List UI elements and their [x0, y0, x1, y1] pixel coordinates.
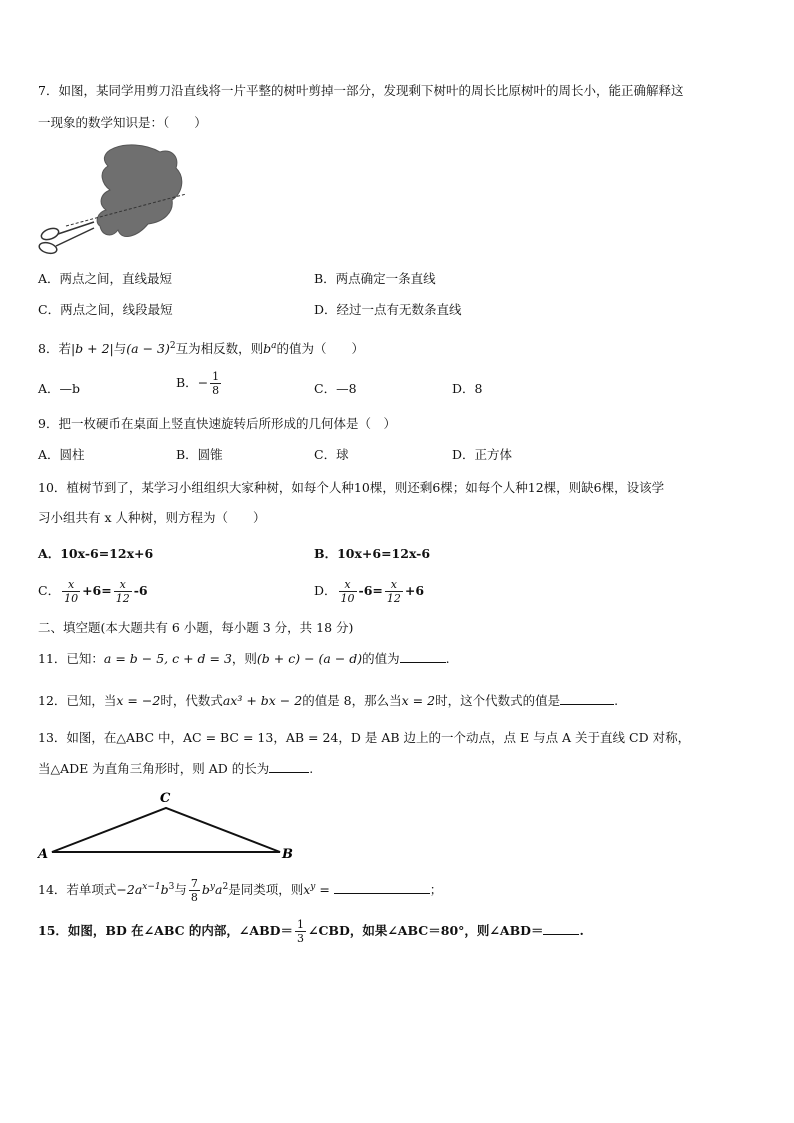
q8-pow-exp: a — [271, 341, 277, 351]
fraction-denominator: 10 — [64, 592, 79, 605]
q10-option-c-frac2 — [114, 578, 132, 605]
q12-end: . — [614, 693, 619, 708]
q10-option-c-tail: -6 — [133, 583, 148, 598]
q7-option-a: A．两点之间，直线最短 — [38, 271, 173, 286]
q10-option-d-label: D． — [314, 583, 337, 598]
q14-answer-blank[interactable] — [334, 881, 430, 894]
vertex-label-b: B — [282, 847, 293, 862]
q14-monomial1-tail: b — [160, 882, 169, 897]
q9-stem: 9．把一枚硬币在桌面上竖直快速旋转后所形成的几何体是（ ） — [38, 416, 396, 431]
q15-pre: 15．如图，BD 在∠ABC 的内部，∠ABD＝ — [38, 923, 293, 938]
q15-answer-blank[interactable] — [543, 922, 579, 935]
q12-stem — [38, 692, 618, 710]
q14-monomial2-tail: a — [215, 882, 223, 897]
q12-post: 时，这个代数式的值是 — [435, 693, 561, 708]
q15-fraction — [295, 918, 306, 945]
q13-line1: 13．如图，在△ABC 中，AC = BC = 13，AB = 24，D 是 AB 边上的一个动点，点 E 与点 A 关于直线 CD 对称， — [38, 730, 691, 745]
fraction-denominator: 3 — [297, 932, 304, 945]
q13-line2 — [38, 760, 313, 778]
q12-pre: 12．已知，当 — [38, 693, 117, 708]
scissors-icon — [38, 222, 94, 255]
q11-answer-blank[interactable] — [400, 650, 446, 663]
q14-post: 是同类项，则 — [228, 882, 304, 897]
q8-option-b-label: B． — [176, 375, 198, 390]
q10-option-a: A．10x-6=12x+6 — [38, 546, 154, 561]
q14-mid: 与 — [174, 882, 187, 897]
triangle-abc-figure — [34, 786, 304, 866]
q10-option-c-frac1 — [62, 578, 80, 605]
leaf-scissors-figure — [36, 138, 196, 258]
q11-expression: (b + c) − (a − d) — [256, 651, 363, 666]
fraction-denominator: 12 — [115, 592, 130, 605]
q11-pre: 11．已知： — [38, 651, 104, 666]
fraction-denominator: 12 — [386, 592, 401, 605]
q14-monomial1: −2a — [116, 882, 143, 897]
q10-option-c-mid: +6= — [82, 583, 112, 598]
q14-monomial1-exp: x−1 — [142, 881, 161, 892]
fraction-denominator: 8 — [212, 384, 220, 397]
fraction-numerator: x — [339, 578, 357, 592]
triangle-abc — [52, 808, 280, 852]
q12-mid2: 的值是 8，那么当 — [302, 693, 402, 708]
q14-monomial1-tail-exp: 3 — [168, 881, 175, 892]
q8-post: 互为相反数，则 — [175, 341, 264, 357]
q14-monomial2-tail-exp: 2 — [222, 881, 229, 892]
fraction-denominator: 10 — [340, 592, 355, 605]
q15-stem — [38, 918, 584, 945]
vertex-label-c: C — [160, 791, 171, 806]
q7-line2: 一现象的数学知识是：（ ） — [38, 115, 207, 130]
fraction-numerator: x — [62, 578, 80, 592]
q14-stem — [38, 877, 442, 904]
q8-option-b-fraction — [210, 370, 221, 397]
q11-mid: ，则 — [231, 651, 257, 666]
fraction-numerator: x — [114, 578, 132, 592]
q14-eq: = — [315, 882, 334, 897]
section-heading-fill-in: 二、填空题(本大题共有 6 小题，每小题 3 分，共 18 分) — [38, 620, 354, 635]
q10-line1: 10．植树节到了，某学习小组组织大家种树，如每个人种10棵，则还剩6棵；如每个人种12棵，则缺6棵，设该学 — [38, 480, 665, 495]
q14-xy: x — [303, 882, 311, 897]
q8-mid: 与 — [113, 341, 127, 357]
q10-line2: 习小组共有 x 人种树，则方程为（ ） — [38, 510, 266, 525]
q7-option-d: D．经过一点有无数条直线 — [314, 302, 462, 317]
q8-pow-base: b — [263, 341, 272, 357]
q14-xy-exp: y — [310, 881, 316, 892]
q9-option-a: A．圆柱 — [38, 447, 85, 462]
q14-pre: 14．若单项式 — [38, 882, 117, 897]
q11-post: 的值为 — [362, 651, 400, 666]
q8-option-a: A．—b — [38, 381, 81, 396]
q10-option-d-frac1 — [339, 578, 357, 605]
q12-condition2: x = 2 — [401, 693, 436, 708]
q8-square: (a − 3) — [126, 341, 170, 357]
q7-line1: 7．如图，某同学用剪刀沿直线将一片平整的树叶剪掉一部分，发现剩下树叶的周长比原树叶的周长小，能正确解释这 — [38, 83, 684, 98]
q14-monomial2-exp: y — [209, 881, 216, 892]
q8-pre: 8．若 — [38, 341, 71, 357]
q12-expression: ax³ + bx − 2 — [222, 693, 303, 708]
q9-option-c: C．球 — [314, 447, 349, 462]
q11-end: . — [445, 651, 450, 666]
q10-option-d-tail: +6 — [404, 583, 425, 598]
q13-line2-end: . — [309, 761, 314, 776]
leaf-shape — [97, 145, 182, 237]
q11-stem — [38, 650, 450, 668]
fraction-numerator: 1 — [212, 370, 220, 383]
q10-option-b: B．10x+6=12x-6 — [314, 546, 431, 561]
q11-condition: a = b − 5, c + d = 3 — [103, 651, 232, 666]
q12-condition: x = −2 — [116, 693, 161, 708]
q9-option-b: B．圆锥 — [176, 447, 223, 462]
q13-answer-blank[interactable] — [269, 760, 309, 773]
q8-square-exp: 2 — [169, 341, 176, 351]
q8-stem — [38, 337, 364, 358]
q8-tail: 的值为（ ） — [276, 341, 365, 357]
fraction-denominator: 8 — [190, 891, 198, 904]
fraction-numerator: 1 — [297, 918, 304, 931]
q9-option-d: D．正方体 — [452, 447, 513, 462]
q10-option-c-label: C． — [38, 583, 61, 598]
q13-line2-pre: 当△ADE 为直角三角形时，则 AD 的长为 — [38, 761, 270, 776]
q14-monomial2: b — [201, 882, 210, 897]
q8-option-b — [176, 370, 223, 397]
q10-option-d-mid: -6= — [358, 583, 383, 598]
q8-abs: |b + 2| — [70, 341, 114, 357]
q14-end: ； — [429, 882, 443, 897]
q10-option-d-frac2 — [385, 578, 403, 605]
q10-option-c — [38, 578, 148, 605]
q8-option-b-sign: − — [197, 375, 209, 390]
q15-mid: ∠CBD，如果∠ABC＝80°，则∠ABD＝ — [308, 923, 544, 938]
vertex-label-a: A — [38, 847, 49, 862]
q12-answer-blank[interactable] — [560, 692, 614, 705]
q15-end: . — [579, 923, 584, 938]
q7-option-c: C．两点之间，线段最短 — [38, 302, 173, 317]
fraction-numerator: x — [385, 578, 403, 592]
q8-option-d: D．8 — [452, 381, 483, 396]
q7-option-b: B．两点确定一条直线 — [314, 271, 436, 286]
q10-option-d — [314, 578, 424, 605]
q14-fraction — [189, 877, 200, 904]
q8-option-c: C．—8 — [314, 381, 357, 396]
q12-mid1: 时，代数式 — [160, 693, 223, 708]
fraction-numerator: 7 — [190, 877, 198, 890]
